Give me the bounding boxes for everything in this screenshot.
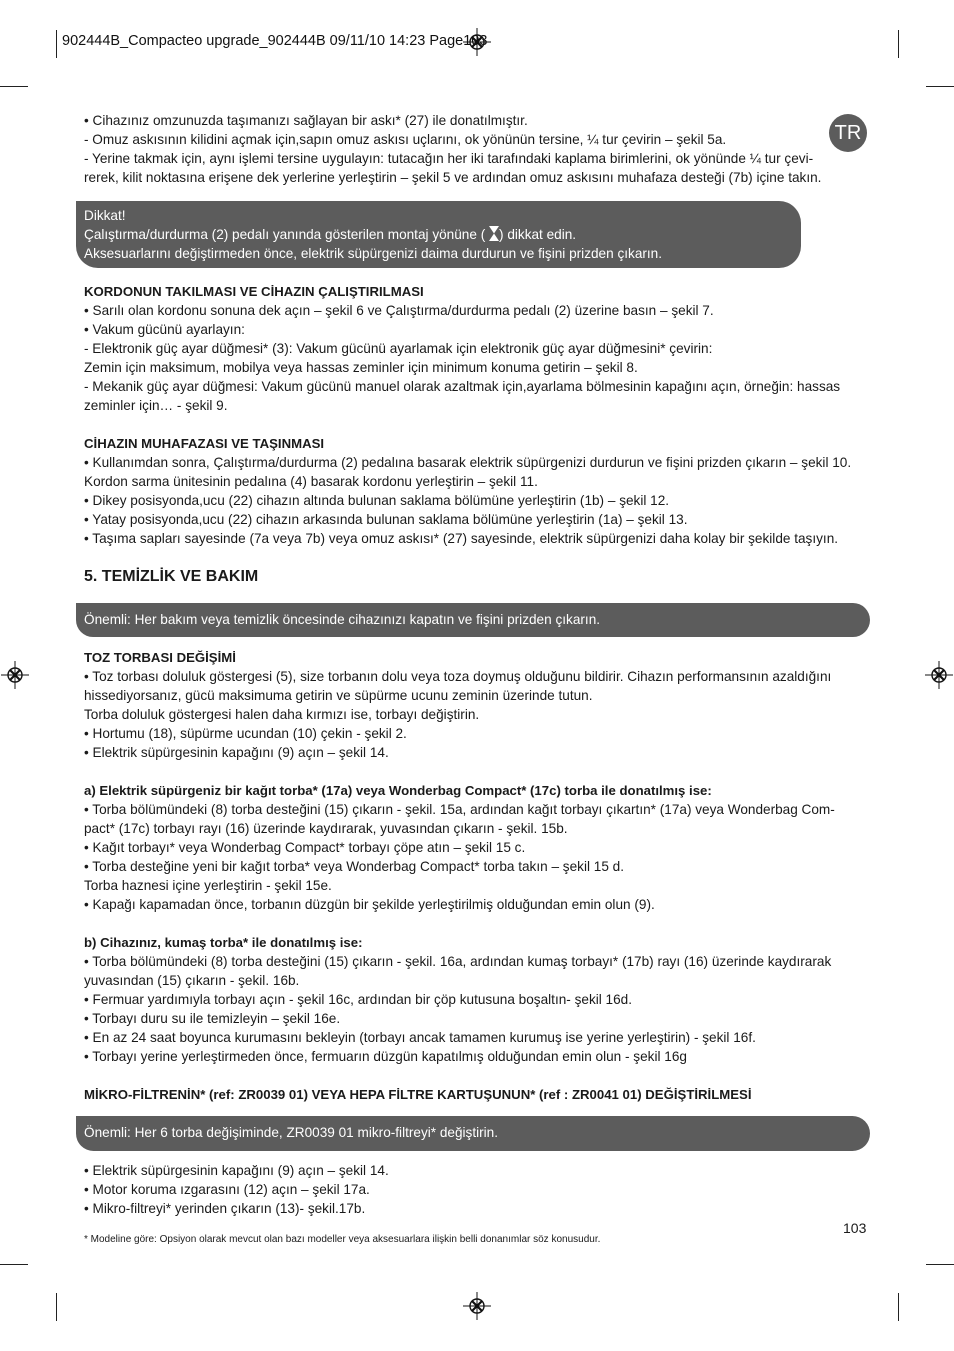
crop-mark [926,86,954,87]
intro-line: rerek, kilit noktasına erişene dek yerlerine yerleştirin – şekil 5 ve ardından omuz askısını muhafaza desteği (7b) içine takın. [84,170,822,185]
print-slug: 902444B_Compacteo upgrade_902444B 09/11/10 14:23 Page103 [62,33,488,49]
body-line: Torba doluluk göstergesi halen daha kırmızı ise, torbayı değiştirin. [84,707,480,722]
body-line: • Toz torbası doluluk göstergesi (5), size torbanın dolu veya toza doymuş olduğunu bildirir. Cihazın performansının azaldığını [84,669,832,684]
registration-mark-icon [925,661,953,689]
body-line: pact* (17c) torbayı rayı (16) üzerinde kaydırarak, yuvasından çıkarın - şekil. 15b. [84,821,568,836]
warning-box [76,201,801,268]
notice-box [76,1116,870,1151]
body-line: • Yatay posisyonda,ucu (22) cihazın arkasında bulunan saklama bölümüne yerleştirin (1a) – şekil 13. [84,512,688,527]
body-line: • Torbayı yerine yerleştirmeden önce, fermuarın düzgün kapatılmış olduğundan emin olun - şekil 16g [84,1049,687,1064]
body-line: yuvasından (15) çıkarın - şekil. 16b. [84,973,300,988]
crop-mark [898,30,899,58]
body-line: • En az 24 saat boyunca kurumasını bekleyin (torbayı ancak tamamen kurumuş ise yerine yerleştirin) - şekil 16f. [84,1030,756,1045]
registration-mark-icon [1,661,29,689]
body-line: • Mikro-filtreyi* yerinden çıkarın (13)- şekil.17b. [84,1201,366,1216]
body-line: Kordon sarma ünitesinin pedalına (4) basarak kordonu yerleştirin – şekil 11. [84,474,538,489]
body-line: • Torba bölümündeki (8) torba desteğini (15) çıkarın - şekil. 15a, ardından kağıt torbayı çıkartın* (17a) veya Wonderbag Com- [84,802,835,817]
intro-line: - Omuz askısının kilidini açmak için,sapın omuz askısı uçlarını, ok yönünün tersine, ¼ tur çevirin – şekil 5a. [84,132,727,147]
warning-line: Aksesuarlarını değiştirmeden önce, elektrik süpürgenizi daima durdurun ve fişini prizden çıkarın. [84,246,663,261]
intro-line: • Cihazınız omzunuzda taşımanızı sağlayan bir askı* (27) ile donatılmıştır. [84,113,528,128]
crop-mark [898,1293,899,1321]
body-line: hissediyorsanız, gücü maksimuma getirin ve süpürme ucunu zeminin üzerinde tutun. [84,688,593,703]
page-number: 103 [843,1220,867,1236]
notice-box [76,603,870,637]
body-line: • Kağıt torbayı* veya Wonderbag Compact* torbayı çöpe atın – şekil 15 c. [84,840,526,855]
body-line: - Elektronik güç ayar düğmesi* (3): Vakum gücünü ayarlamak için elektronik güç ayar düğmesini* çevirin: [84,341,713,356]
body-line: • Taşıma sapları sayesinde (7a veya 7b) veya omuz askısı* (27) sayesinde, elektrik süpürgenizi daha kolay bir şekilde taşıyın. [84,531,839,546]
body-line: • Dikey posisyonda,ucu (22) cihazın altında bulunan saklama bölümüne yerleştirin (1b) – şekil 12. [84,493,670,508]
body-line: • Torba bölümündeki (8) torba desteğini (15) çıkarın - şekil. 16a, ardından kumaş torbayı* (17b) rayı (16) üzerinde kaydırarak [84,954,832,969]
section-heading: TOZ TORBASI DEĞİŞİMİ [84,650,236,665]
body-line: • Torbayı duru su ile temizleyin – şekil 16e. [84,1011,341,1026]
language-badge: TR [829,114,867,152]
body-line: zeminler için… - şekil 9. [84,398,228,413]
body-line: • Fermuar yardımıyla torbayı açın - şekil 16c, ardından bir çöp kutusuna boşaltın- şekil 16d. [84,992,633,1007]
footnote: * Modeline göre: Opsiyon olarak mevcut olan bazı modeller veya aksesuarlara ilişkin belli donanımlar söz konusudur. [84,1234,601,1245]
registration-mark-icon [463,1292,491,1320]
intro-line: - Yerine takmak için, aynı işlemi tersine uygulayın: tutacağın her iki tarafındaki kaplama birimlerini, ok yönünde ¼ tur çevi- [84,151,814,166]
body-line: • Torba desteğine yeni bir kağıt torba* veya Wonderbag Compact* torba takın – şekil 15 d. [84,859,625,874]
notice-text: Önemli: Her bakım veya temizlik öncesinde cihazınızı kapatın ve fişini prizden çıkarın. [84,612,601,627]
section-heading: KORDONUN TAKILMASI VE CİHAZIN ÇALIŞTIRILMASI [84,284,424,299]
warning-text: Çalıştırma/durdurma (2) pedalı yanında gösterilen montaj yönüne ( [84,227,486,242]
subsection-heading: b) Cihazınız, kumaş torba* ile donatılmış ise: [84,935,363,950]
crop-mark [56,1293,57,1321]
crop-mark [926,1264,954,1265]
warning-line [84,225,576,244]
warning-title: Dikkat! [84,208,126,223]
warning-text: ) dikkat edin. [499,227,577,242]
hourglass-arrow-icon [489,226,499,241]
subsection-heading: a) Elektrik süpürgeniz bir kağıt torba* (17a) veya Wonderbag Compact* (17c) torba ile donatılmış ise: [84,783,712,798]
body-line: • Motor koruma ızgarasını (12) açın – şekil 17a. [84,1182,370,1197]
section-heading: MİKRO-FİLTRENİN* (ref: ZR0039 01) VEYA HEPA FİLTRE KARTUŞUNUN* (ref : ZR0041 01) DEĞİŞTİRİLMESİ [84,1087,752,1102]
body-line: - Mekanik güç ayar düğmesi: Vakum gücünü manuel olarak azaltmak için,ayarlama bölmesinin kapağını açın, örneğin: hassas [84,379,841,394]
crop-mark [0,86,28,87]
body-line: • Kullanımdan sonra, Çalıştırma/durdurma (2) pedalına basarak elektrik süpürgenizi durdurun ve fişini prizden çıkarın – şekil 10. [84,455,852,470]
section-heading: CİHAZIN MUHAFAZASI VE TAŞINMASI [84,436,325,451]
body-line: • Elektrik süpürgesinin kapağını (9) açın – şekil 14. [84,745,389,760]
body-line: • Hortumu (18), süpürme ucundan (10) çekin - şekil 2. [84,726,407,741]
crop-mark [0,1264,28,1265]
body-line: Zemin için maksimum, mobilya veya hassas zeminler için minimum konuma getirin – şekil 8. [84,360,638,375]
body-line: • Sarılı olan kordonu sonuna dek açın – şekil 6 ve Çalıştırma/durdurma pedalı (2) üzerine basın – şekil 7. [84,303,714,318]
body-line: • Vakum gücünü ayarlayın: [84,322,245,337]
body-line: • Kapağı kapamadan önce, torbanın düzgün bir şekilde yerleştirilmiş olduğundan emin olun (9). [84,897,655,912]
body-line: • Elektrik süpürgesinin kapağını (9) açın – şekil 14. [84,1163,389,1178]
notice-text: Önemli: Her 6 torba değişiminde, ZR0039 01 mikro-filtreyi* değiştirin. [84,1125,499,1140]
crop-mark [56,30,57,58]
body-line: Torba haznesi içine yerleştirin - şekil 15e. [84,878,332,893]
section-title: 5. TEMİZLİK VE BAKIM [84,568,259,585]
